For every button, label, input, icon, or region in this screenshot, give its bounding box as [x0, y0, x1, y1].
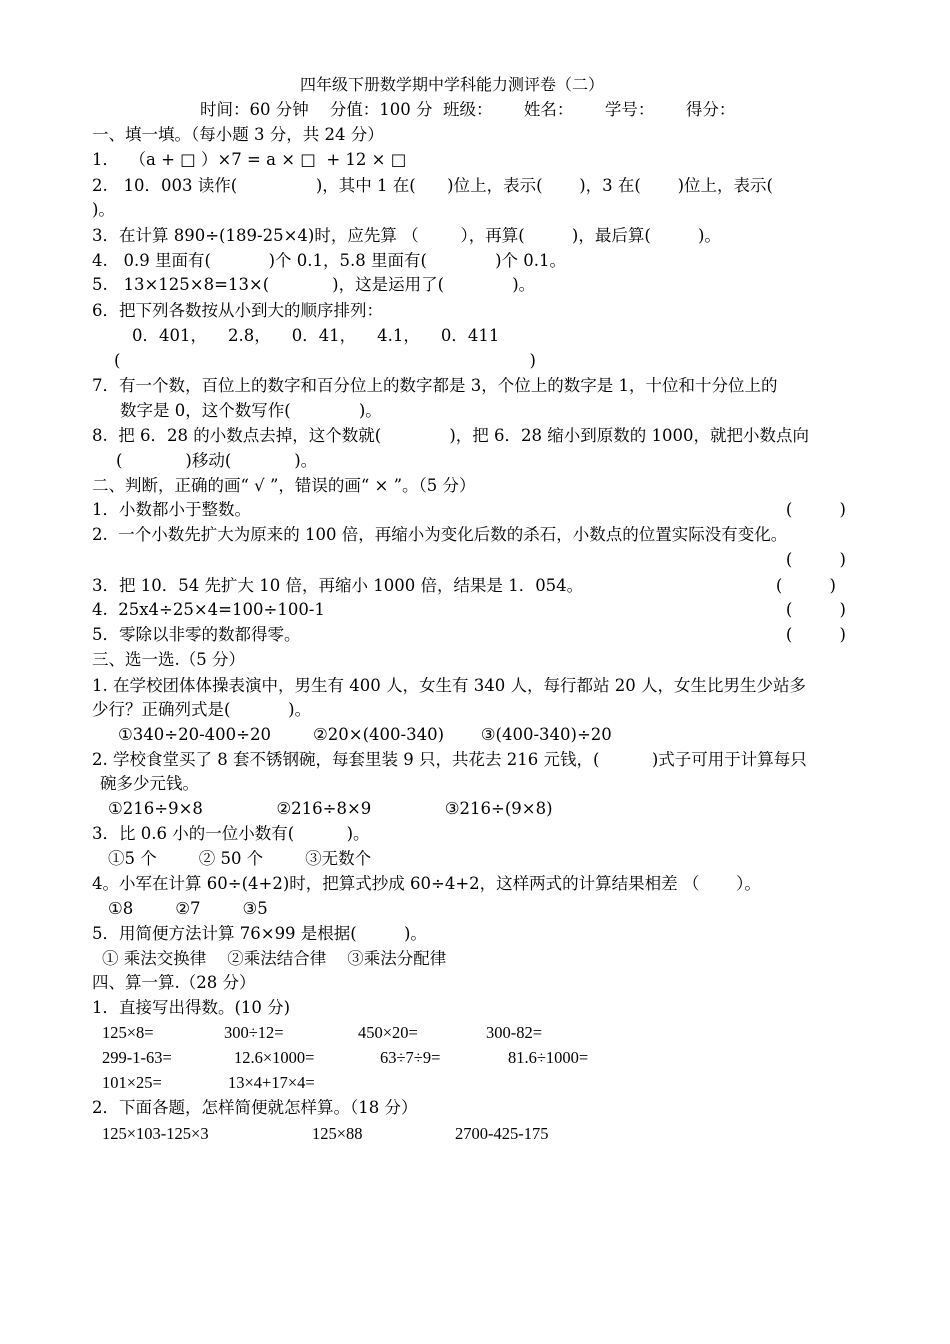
section3-heading: 三、选一选.（5 分）: [92, 650, 245, 669]
calc-sub2-heading: 2．下面各题，怎样简便就怎样算。（18 分）: [92, 1098, 418, 1117]
question-1-1: 1． （a + □ ）×7 = a × □ + 12 × □: [92, 150, 407, 169]
choice-question-1: 1. 在学校团体体操表演中，男生有 400 人，女生有 340 人，每行都站 20 人，女生比男生少站多: [92, 676, 806, 695]
choice-question-4-options: ①8 ②7 ③5: [108, 899, 268, 918]
choice-question-2-options: ①216÷9×8 ②216÷8×9 ③216÷(9×8): [108, 799, 553, 818]
section4-heading: 四、算一算.（28 分）: [92, 973, 256, 992]
choice-question-1-options: ①340÷20-400÷20 ②20×(400-340) ③(400-340)÷20: [118, 725, 612, 744]
question-1-6-numbers: 0．401， 2.8， 0．41， 4.1， 0．411: [132, 326, 500, 345]
judge-item-4: 4. 25x4÷25×4=100÷100-1: [92, 600, 325, 619]
question-1-2-cont: )。: [92, 200, 115, 219]
calc-item: 101×25=: [102, 1073, 162, 1092]
choice-question-2: 2. 学校食堂买了 8 套不锈钢碗，每套里装 9 只，共花去 216 元钱，( )式子可用于计算每只: [92, 750, 807, 769]
choice-question-1-cont: 少行？正确列式是( )。: [92, 700, 312, 719]
simplify-item: 125×103-125×3: [102, 1124, 209, 1143]
judge-blank-3: ( ): [775, 576, 836, 595]
question-1-8: 8. 把 6．28 的小数点去掉，这个数就( )，把 6．28 缩小到原数的 1000，就把小数点向: [92, 426, 809, 445]
calc-item: 12.6×1000=: [234, 1048, 315, 1067]
question-1-7: 7．有一个数，百位上的数字和百分位上的数字都是 3，个位上的数字是 1，十位和十分位上的: [92, 376, 778, 395]
calc-item: 125×8=: [102, 1023, 154, 1042]
choice-question-5-options: ① 乘法交换律 ②乘法结合律 ③乘法分配律: [102, 949, 447, 968]
judge-item-1: 1．小数都小于整数。: [92, 500, 251, 519]
calc-item: 299-1-63=: [102, 1048, 172, 1067]
question-1-7-cont: 数字是 0，这个数写作( )。: [120, 401, 382, 420]
choice-question-2-cont: 碗多少元钱。: [100, 774, 199, 793]
question-1-6-answer-blank: ( ): [114, 351, 536, 370]
simplify-item: 125×88: [312, 1124, 363, 1143]
calc-sub1-heading: 1．直接写出得数。(10 分): [92, 998, 291, 1017]
choice-question-3: 3．比 0.6 小的一位小数有( )。: [92, 824, 370, 843]
simplify-item: 2700-425-175: [455, 1124, 549, 1143]
question-1-2: 2. 10．003 读作( )，其中 1 在( )位上，表示( )，3 在( )位上，表示(: [92, 176, 773, 195]
exam-title: 四年级下册数学期中学科能力测评卷（二）: [300, 75, 605, 94]
section2-heading: 二、判断，正确的画“ √ ”，错误的画“ × ”。（5 分）: [92, 476, 476, 495]
calc-item: 300÷12=: [224, 1023, 284, 1042]
question-1-4: 4. 0.9 里面有( )个 0.1，5.8 里面有( )个 0.1。: [92, 251, 567, 270]
exam-info-line: 时间：60 分钟 分值：100 分 班级： 姓名： 学号： 得分：: [200, 100, 736, 119]
choice-question-4: 4。小军在计算 60÷(4+2)时，把算式抄成 60÷4+2，这样两式的计算结果相差 （ ）。: [92, 874, 761, 893]
question-1-8-cont: ( )移动( )。: [116, 451, 318, 470]
calc-item: 13×4+17×4=: [228, 1073, 315, 1092]
choice-question-5: 5．用简便方法计算 76×99 是根据( )。: [92, 924, 427, 943]
section1-heading: 一、填一填。（每小题 3 分，共 24 分）: [92, 125, 384, 144]
choice-question-3-options: ①5 个 ② 50 个 ③无数个: [108, 849, 372, 868]
judge-blank-1: ( ): [785, 500, 846, 519]
question-1-5: 5. 13×125×8=13×( )，这是运用了( )。: [92, 275, 536, 294]
judge-item-3: 3．把 10．54 先扩大 10 倍，再缩小 1000 倍，结果是 1．054。: [92, 576, 584, 595]
calc-item: 81.6÷1000=: [508, 1048, 589, 1067]
question-1-3: 3．在计算 890÷(189-25×4)时，应先算 （ ），再算( )，最后算( )。: [92, 226, 721, 245]
judge-blank-5: ( ): [785, 625, 846, 644]
calc-item: 300-82=: [486, 1023, 543, 1042]
question-1-6: 6．把下列各数按从小到大的顺序排列：: [92, 301, 383, 320]
judge-blank-2: ( ): [785, 550, 846, 569]
calc-item: 450×20=: [358, 1023, 418, 1042]
judge-item-5: 5．零除以非零的数都得零。: [92, 625, 301, 644]
judge-item-2: 2. 一个小数先扩大为原来的 100 倍，再缩小为变化后数的杀石，小数点的位置实际没有变化。: [92, 525, 788, 544]
calc-item: 63÷7÷9=: [380, 1048, 441, 1067]
judge-blank-4: ( ): [785, 600, 846, 619]
